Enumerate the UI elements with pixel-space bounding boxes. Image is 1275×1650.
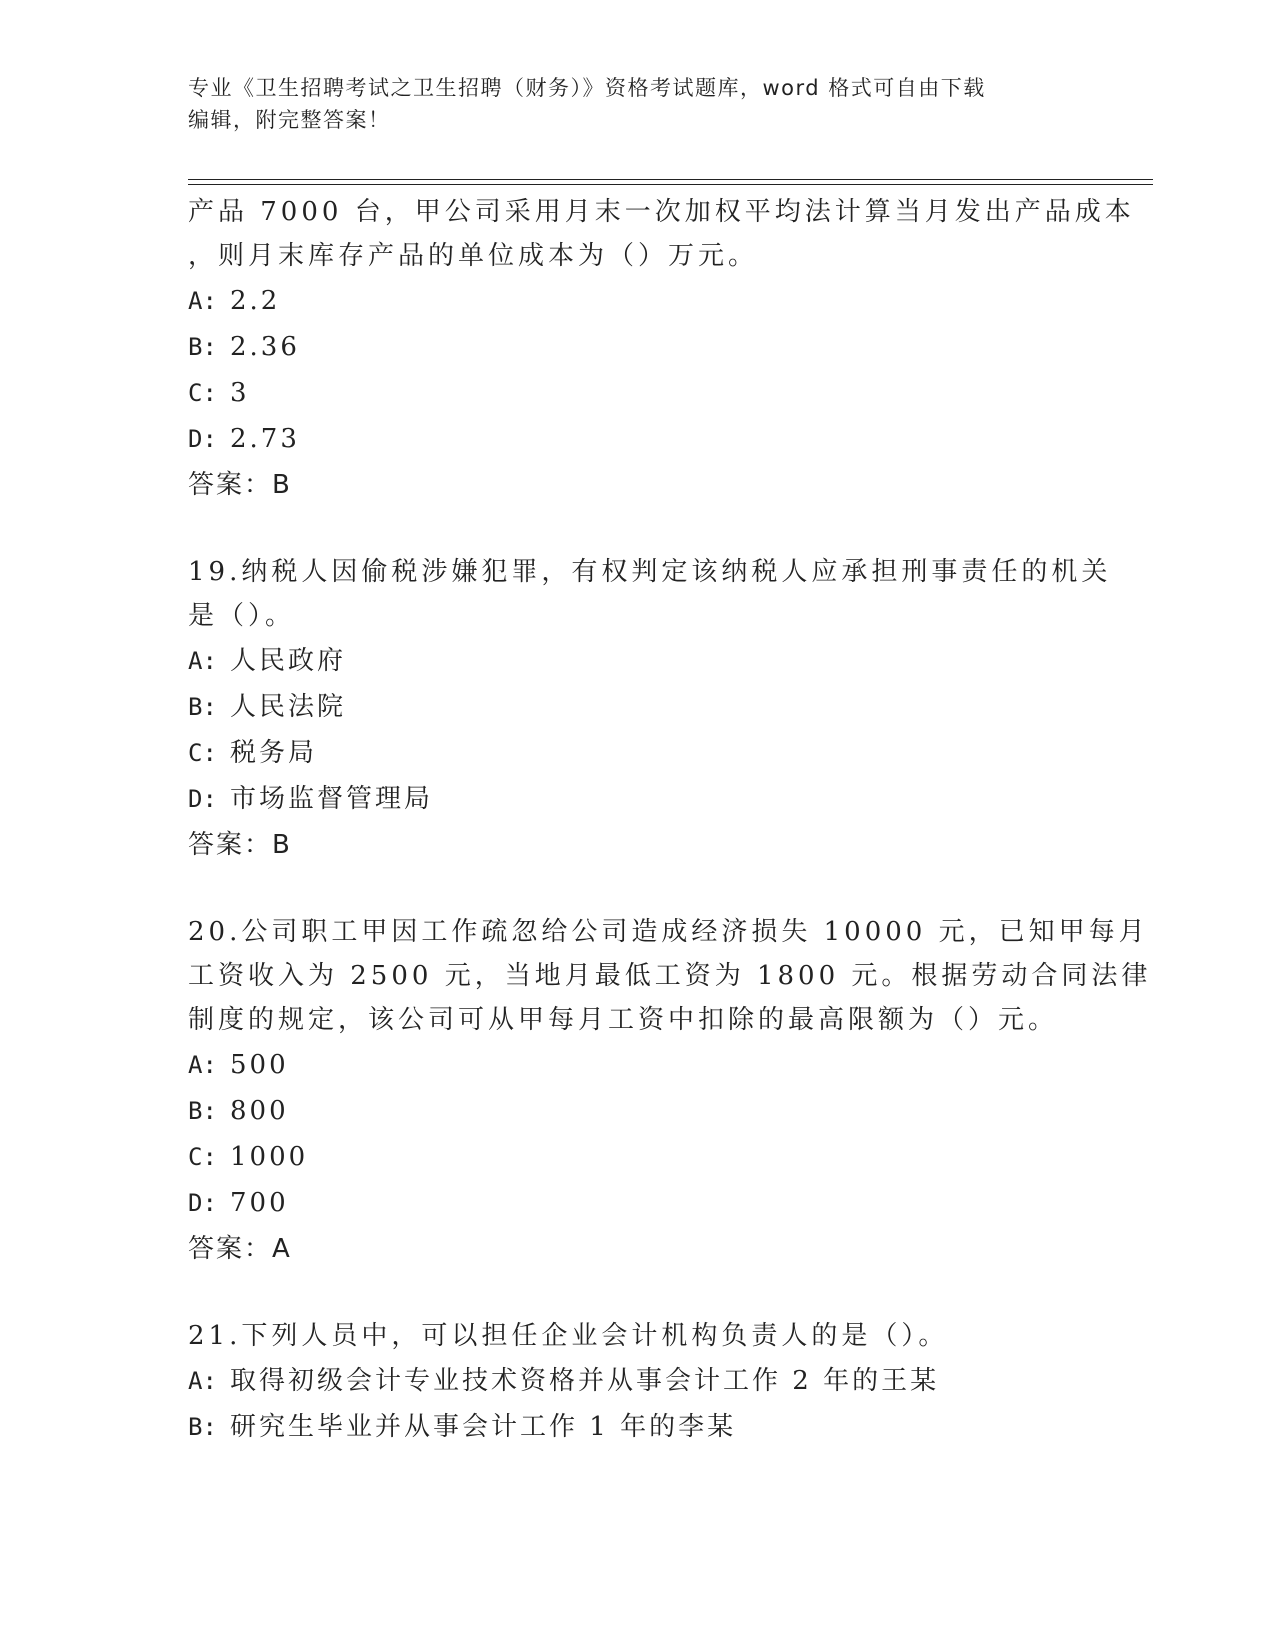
question-stem-line: 制度的规定，该公司可从甲每月工资中扣除的最高限额为（）元。 <box>188 1005 1059 1035</box>
option-letter: C: <box>188 1143 217 1171</box>
option-text: 1000 <box>230 1142 309 1172</box>
question-block-18 <box>188 190 1135 508</box>
header-divider-bottom <box>188 184 1153 185</box>
spacer <box>188 508 1108 550</box>
header-divider-top <box>188 179 1153 180</box>
option-c <box>188 730 1108 776</box>
spacer <box>188 868 1108 910</box>
question-stem-line: 工资收入为 2500 元，当地月最低工资为 1800 元。根据劳动合同法律 <box>188 961 1152 991</box>
option-text: 取得初级会计专业技术资格并从事会计工作 2 年的王某 <box>230 1366 940 1396</box>
option-letter: A: <box>188 1367 217 1395</box>
document-header <box>188 72 1088 136</box>
option-text: 研究生毕业并从事会计工作 1 年的李某 <box>230 1412 737 1442</box>
answer-line: 答案：A <box>188 1234 292 1264</box>
option-text: 2.73 <box>230 424 300 454</box>
option-text: 人民政府 <box>230 646 347 676</box>
option-b <box>188 1404 1108 1450</box>
option-b <box>188 1088 1108 1134</box>
question-stem-line: 21.下列人员中，可以担任企业会计机构负责人的是（）。 <box>188 1321 949 1351</box>
option-text: 税务局 <box>230 738 318 768</box>
question-stem-line: 20.公司职工甲因工作疏忽给公司造成经济损失 10000 元，已知甲每月 <box>188 917 1149 947</box>
question-block-21 <box>188 1314 1108 1450</box>
option-d <box>188 416 1108 462</box>
option-text: 市场监督管理局 <box>230 784 434 814</box>
option-a <box>188 1358 1108 1404</box>
option-letter: D: <box>188 425 217 453</box>
option-a <box>188 1042 1108 1088</box>
option-text: 3 <box>230 378 250 408</box>
option-letter: C: <box>188 379 217 407</box>
option-letter: B: <box>188 1413 217 1441</box>
question-block-19 <box>188 550 1112 868</box>
option-a <box>188 638 1108 684</box>
option-b <box>188 324 1108 370</box>
question-stem-line: 是（）。 <box>188 601 296 631</box>
option-letter: C: <box>188 739 217 767</box>
option-text: 500 <box>230 1050 289 1080</box>
option-text: 2.36 <box>230 332 300 362</box>
header-line-1: 专业《卫生招聘考试之卫生招聘（财务）》资格考试题库，word 格式可自由下载 <box>188 76 986 100</box>
question-block-20 <box>188 910 1152 1272</box>
question-stem-line: 产品 7000 台，甲公司采用月末一次加权平均法计算当月发出产品成本 <box>188 197 1135 227</box>
option-c <box>188 1134 1108 1180</box>
option-text: 700 <box>230 1188 289 1218</box>
option-letter: D: <box>188 785 217 813</box>
option-letter: A: <box>188 647 217 675</box>
spacer <box>188 1272 1108 1314</box>
answer-line: 答案：B <box>188 830 292 860</box>
option-d <box>188 1180 1108 1226</box>
question-stem-line: 19.纳税人因偷税涉嫌犯罪，有权判定该纳税人应承担刑事责任的机关 <box>188 557 1112 587</box>
option-letter: D: <box>188 1189 217 1217</box>
question-list <box>188 190 1152 1450</box>
option-c <box>188 370 1108 416</box>
option-letter: A: <box>188 287 217 315</box>
option-letter: B: <box>188 693 217 721</box>
option-b <box>188 684 1108 730</box>
option-letter: A: <box>188 1051 217 1079</box>
option-a <box>188 278 1108 324</box>
option-letter: B: <box>188 333 217 361</box>
question-stem-line: ，则月末库存产品的单位成本为（）万元。 <box>188 241 759 271</box>
option-text: 2.2 <box>230 286 281 316</box>
option-d <box>188 776 1108 822</box>
option-text: 800 <box>230 1096 289 1126</box>
option-text: 人民法院 <box>230 692 347 722</box>
answer-line: 答案：B <box>188 470 292 500</box>
header-line-2: 编辑，附完整答案！ <box>188 108 391 132</box>
option-letter: B: <box>188 1097 217 1125</box>
